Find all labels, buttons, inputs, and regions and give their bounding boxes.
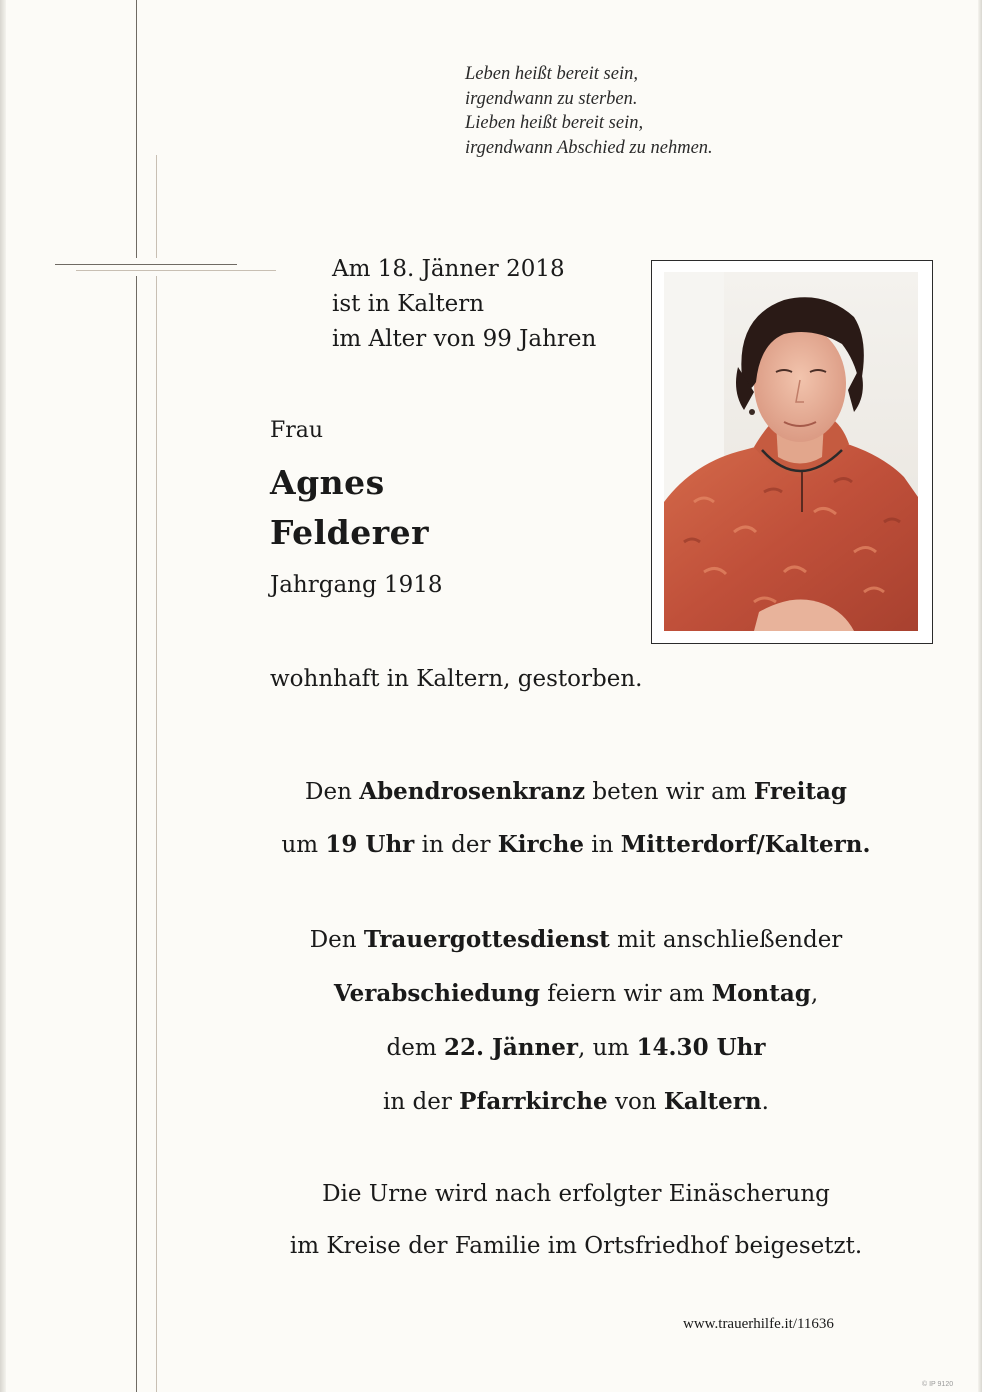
emphasis-text: Kaltern [663,1088,762,1115]
intro-line: im Alter von 99 Jahren [332,326,597,352]
emphasis-text: Abendrosenkranz [359,778,586,805]
text-fragment: Den [305,779,360,805]
residence-line: wohnhaft in Kaltern, gestorben. [270,666,643,692]
website-link[interactable]: www.trauerhilfe.it/11636 [683,1316,834,1332]
cross-vertical-line-light [156,155,157,1392]
verse-line: Lieben heißt bereit sein, [465,113,644,133]
paper-edge-right [978,0,982,1392]
emphasis-text: 22. Jänner [443,1034,578,1061]
emphasis-text: Mitterdorf/Kaltern. [620,831,871,858]
text-fragment: beten wir am [585,779,754,805]
service-line-4 [240,1088,912,1115]
cross-intersection-gap [130,258,164,276]
verse-line: irgendwann Abschied zu nehmen. [465,137,713,158]
cross-horizontal-line [55,264,237,265]
paper-edge-left [0,0,6,1392]
emphasis-text: Freitag [753,778,847,805]
emphasis-text: Verabschiedung [333,980,540,1007]
portrait-photo [664,272,918,631]
death-announcement [332,252,596,357]
memorial-verse [465,62,713,160]
intro-line: ist in Kaltern [332,291,485,317]
urn-line-1: Die Urne wird nach erfolgter Einäscherung [322,1181,830,1207]
emphasis-text: Kirche [497,831,584,858]
salutation: Frau [270,418,324,443]
rosary-line-1 [240,778,912,805]
intro-line: Am 18. Jänner 2018 [332,256,565,282]
cross-vertical-line [136,0,137,1392]
text-fragment: feiern wir am [539,981,712,1007]
emphasis-text: Pfarrkirche [459,1088,608,1115]
service-line-2 [240,980,912,1007]
emphasis-text: 19 Uhr [325,831,415,858]
service-line-3 [240,1034,912,1061]
verse-line: Leben heißt bereit sein, [465,64,638,84]
birth-year: Jahrgang 1918 [270,572,443,598]
print-code: © IP 9120 [922,1381,954,1388]
text-fragment: in der [414,832,498,858]
deceased-name [270,458,429,558]
text-fragment: . [761,1089,769,1115]
rosary-line-2 [240,831,912,858]
emphasis-text: 14.30 Uhr [636,1034,766,1061]
text-fragment: um [281,832,326,858]
text-fragment: , um [577,1035,637,1061]
first-name: Agnes [270,463,385,502]
emphasis-text: Trauergottesdienst [363,926,610,953]
text-fragment: in der [383,1089,460,1115]
cross-horizontal-line-light [76,270,276,271]
service-line-1 [240,926,912,953]
text-fragment: mit anschließender [609,927,843,953]
text-fragment: von [607,1089,664,1115]
text-fragment: Den [309,927,364,953]
text-fragment: dem [386,1035,444,1061]
emphasis-text: Montag [711,980,811,1007]
last-name: Felderer [270,513,429,552]
text-fragment: in [583,832,621,858]
urn-line-2: im Kreise der Familie im Ortsfriedhof beigesetzt. [289,1233,863,1259]
text-fragment: , [810,981,819,1007]
verse-line: irgendwann zu sterben. [465,88,638,109]
